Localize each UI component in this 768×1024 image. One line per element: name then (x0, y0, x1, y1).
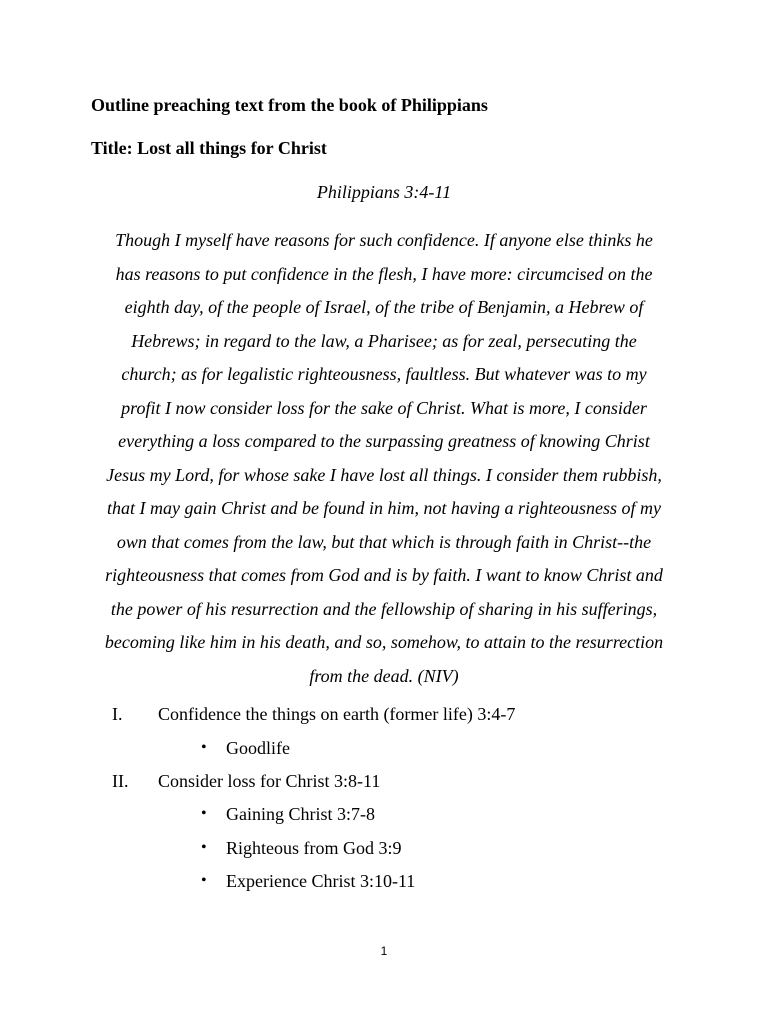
outline-subpoint: Goodlife (226, 738, 290, 758)
bullet-icon: • (201, 872, 207, 889)
passage-line: own that comes from the law, but that which is through faith in Christ--the (116, 531, 652, 552)
passage-line: Jesus my Lord, for whose sake I have lost all things. I consider them rubbish, (106, 464, 662, 485)
passage-line: from the dead. (NIV) (309, 665, 459, 686)
passage-line: the power of his resurrection and the fellowship of sharing in his sufferings, (110, 598, 658, 619)
scripture-passage (88, 224, 680, 693)
outline-point: Confidence the things on earth (former life) 3:4-7 (158, 704, 516, 724)
scripture-reference: Philippians 3:4-11 (316, 182, 452, 202)
outline-point: Consider loss for Christ 3:8-11 (158, 771, 381, 791)
passage-line: everything a loss compared to the surpassing greatness of knowing Christ (118, 431, 650, 451)
passage-line: righteousness that comes from God and is by faith. I want to know Christ and (105, 565, 663, 585)
outline-numeral: II. (112, 771, 129, 791)
bullet-icon: • (201, 739, 207, 756)
passage-line: that I may gain Christ and be found in him, not having a righteousness of my (107, 498, 661, 518)
passage-line: Though I myself have reasons for such confidence. If anyone else thinks he (115, 230, 653, 250)
passage-line: profit I now consider loss for the sake of Christ. What is more, I consider (121, 397, 647, 418)
sermon-title: Title: Lost all things for Christ (91, 138, 327, 158)
document-heading: Outline preaching text from the book of Philippians (91, 95, 488, 115)
passage-line: has reasons to put confidence in the flesh, I have more: circumcised on the (115, 263, 653, 284)
bullet-icon: • (201, 805, 207, 822)
outline-subpoint: Experience Christ 3:10-11 (226, 871, 416, 891)
passage-line: Hebrews; in regard to the law, a Pharisee; as for zeal, persecuting the (131, 330, 637, 351)
passage-line: becoming like him in his death, and so, somehow, to attain to the resurrection (104, 632, 664, 652)
bullet-icon: • (201, 839, 207, 856)
passage-line: eighth day, of the people of Israel, of the tribe of Benjamin, a Hebrew of (124, 297, 644, 317)
outline-numeral: I. (112, 704, 123, 724)
outline-subpoint: Righteous from God 3:9 (226, 838, 402, 858)
page-number: 1 (380, 944, 388, 958)
passage-line: church; as for legalistic righteousness, faultless. But whatever was to my (121, 364, 647, 384)
outline-subpoint: Gaining Christ 3:7-8 (226, 804, 375, 824)
